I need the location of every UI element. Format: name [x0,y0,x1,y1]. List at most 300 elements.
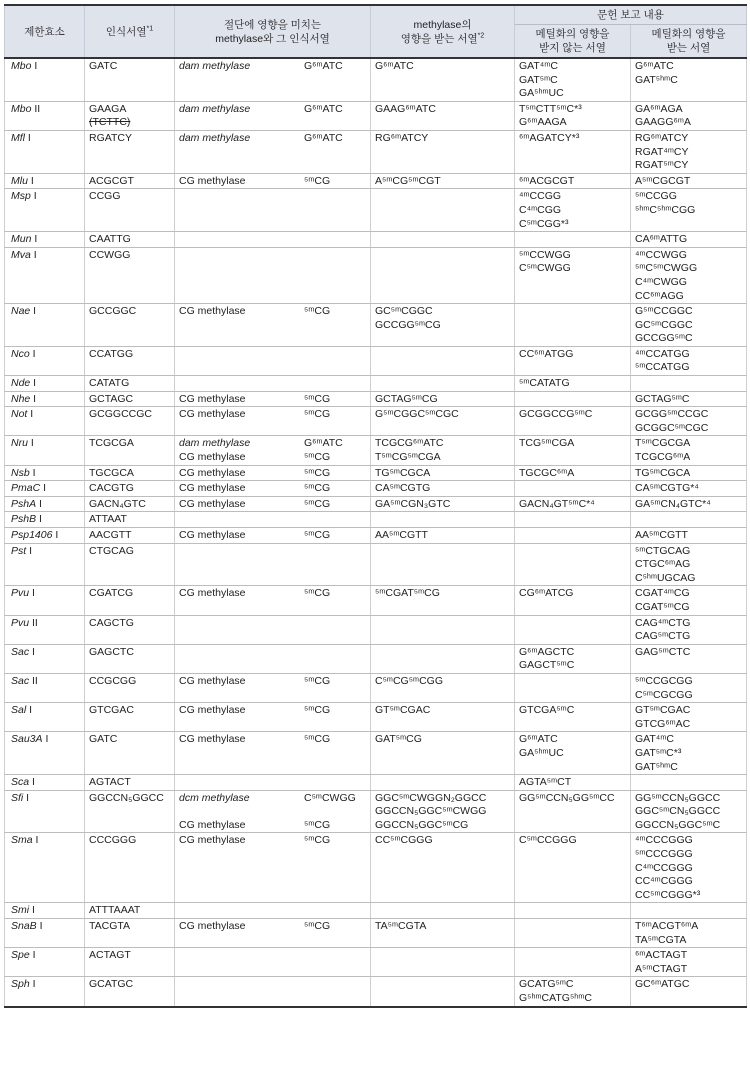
methylase-site: ⁵ᵐCG [304,920,331,933]
sequence-text: ⁴ᵐCCCGGG [635,834,693,847]
sequence-text: CAG⁴ᵐCTG [635,616,691,629]
affected-sequence [371,833,515,903]
methylase-entry [179,529,366,543]
enzyme-label: Sau3A [11,733,43,746]
enzyme-label: Nde [11,377,31,390]
not-affected-reported [515,586,631,615]
sequence-text: CTGC⁶ᵐAG [635,558,691,571]
header-literature-reports: 문헌 보고 내용 [515,5,747,25]
sequence-text: GCATGC [89,978,134,991]
affected-reported [631,481,747,497]
table-row [5,247,747,303]
enzyme-label: Pst [11,544,27,557]
sequence-text: AACGTT [89,529,132,541]
table-row [5,528,747,544]
sequence-text: GAT⁴ᵐC [519,60,558,72]
table-row [5,173,747,189]
sequence-text: T⁵ᵐCTT⁵ᵐC*³ [519,102,582,115]
enzyme-roman-numeral: II [31,102,41,115]
methylation-sensitivity-table [4,4,747,1008]
affected-sequence [371,481,515,497]
enzyme-roman-numeral: I [29,978,36,991]
recognition-site [85,903,175,919]
affected-reported [631,644,747,673]
sequence-text: CCWGG [89,248,131,261]
affected-reported [631,496,747,512]
enzyme-name [5,304,85,347]
sequence-text: CACGTG [89,482,134,495]
affected-reported [631,232,747,248]
sequence-text: GAT⁵ʰᵐC [635,73,678,86]
methylase-entry [179,834,366,848]
not-affected-reported [515,833,631,903]
enzyme-roman-numeral: I [36,920,43,933]
sequence-text: ⁶ᵐAGATCY*³ [519,131,580,144]
recognition-site [85,130,175,173]
methylase-entry [179,498,366,512]
enzyme-roman-numeral: II [29,674,38,687]
header-affected-sequence: methylase의 영향을 받는 서열$^{*2}$ [371,5,515,58]
enzyme-label: Nru [11,437,28,450]
sequence-text: GGCCN₅GGC⁵ᵐCG [375,818,469,831]
sequence-text: GAG⁵ᵐCTC [635,645,691,658]
sequence-text: GCGG⁵ᵐCCGC [635,408,709,421]
sequence-text: GTCGA⁵ᵐC [519,704,575,717]
sequence-text: TG⁵ᵐCGCA [375,466,431,479]
affected-sequence [371,496,515,512]
enzyme-name [5,732,85,775]
methylase-name: CG methylase [179,733,246,746]
sequence-text: A⁵ᵐCTAGT [635,962,688,975]
enzyme-label: Spe [11,949,30,962]
affected-reported [631,391,747,407]
enzyme-name [5,977,85,1007]
affected-sequence [371,130,515,173]
sequence-text: TCGCG⁶ᵐATC [375,437,444,450]
methylase-cell [175,189,371,232]
affected-sequence [371,436,515,465]
enzyme-name [5,376,85,392]
affected-reported [631,732,747,775]
methylase-entry [179,305,366,319]
enzyme-name [5,528,85,544]
methylase-cell [175,732,371,775]
affected-sequence [371,790,515,833]
sequence-text: GAT⁴ᵐC [635,733,674,746]
methylase-cell [175,247,371,303]
affected-sequence [371,919,515,948]
affected-reported [631,376,747,392]
affected-reported [631,528,747,544]
sequence-text: TGCGC⁶ᵐA [519,466,575,479]
sequence-text: RGAT⁵ᵐCY [635,159,689,172]
affected-reported [631,436,747,465]
recognition-site [85,732,175,775]
enzyme-label: Pvu [11,587,30,600]
recognition-site [85,775,175,791]
recognition-site [85,101,175,130]
methylase-cell [175,232,371,248]
sequence-text: GTCGAC [89,704,134,717]
methylase-entry [179,103,366,117]
affected-sequence [371,346,515,375]
enzyme-roman-numeral: I [31,60,38,72]
enzyme-label: Sph [11,978,30,991]
sequence-text: CC⁴ᵐCGGG [635,875,693,888]
enzyme-name [5,346,85,375]
table-row [5,189,747,232]
sequence-text: CAGCTG [89,616,134,629]
methylase-entry [179,482,366,496]
header-methylase: 절단에 영향을 미치는 methylase와 그 인식서열 [175,5,371,58]
sequence-text: TGCGCA [89,466,134,479]
methylase-cell [175,790,371,833]
sequence-text: G⁶ᵐAAGA [519,116,567,129]
methylase-cell [175,130,371,173]
enzyme-label: Sal [11,704,27,717]
enzyme-name [5,436,85,465]
affected-reported [631,407,747,436]
affected-reported [631,703,747,732]
methylase-name: CG methylase [179,587,246,600]
methylase-entry [179,408,366,422]
not-affected-reported [515,919,631,948]
affected-reported [631,58,747,101]
sequence-text: CC⁵ᵐCGGG [375,834,433,847]
affected-reported [631,833,747,903]
sequence-text: CC⁶ᵐATGG [519,347,574,360]
enzyme-label: SnaB [11,920,37,933]
methylase-cell [175,376,371,392]
table-row [5,391,747,407]
affected-reported [631,543,747,586]
methylase-cell [175,919,371,948]
affected-sequence [371,189,515,232]
methylase-cell [175,586,371,615]
not-affected-reported [515,130,631,173]
enzyme-name [5,673,85,702]
table-row [5,586,747,615]
affected-reported [631,101,747,130]
not-affected-reported [515,673,631,702]
enzyme-roman-numeral: I [27,408,34,421]
methylase-entry [179,819,366,833]
enzyme-name [5,703,85,732]
table-body [5,58,747,1007]
sequence-text: ⁴ᵐCCWGG [635,248,687,261]
sequence-text: T⁵ᵐCG⁵ᵐCGA [375,451,441,464]
affected-sequence [371,903,515,919]
affected-sequence [371,732,515,775]
enzyme-name [5,903,85,919]
affected-reported [631,512,747,528]
sequence-text: ⁵ᵐC⁵ᵐCWGG [635,262,698,275]
methylase-entry [179,451,366,465]
methylase-cell [175,436,371,465]
sequence-text: GCGGCCGC [89,408,152,421]
affected-sequence [371,304,515,347]
methylase-site: ⁵ᵐCG [304,529,331,541]
enzyme-roman-numeral: I [29,776,35,789]
methylase-cell [175,481,371,497]
methylase-site: G⁶ᵐATC [304,131,343,144]
methylase-entry [179,393,366,407]
sequence-text: GAGCTC [89,645,134,658]
sequence-text: ⁵ᵐCGAT⁵ᵐCG [375,587,440,600]
recognition-site [85,586,175,615]
affected-reported [631,346,747,375]
sequence-text: GCCGG⁵ᵐC [635,332,693,345]
sequence-text: CCATGG [89,347,134,360]
methylase-name: CG methylase [179,482,246,495]
not-affected-reported [515,391,631,407]
table-row [5,496,747,512]
sequence-text: GGCCN₅GGCC [89,791,164,804]
enzyme-roman-numeral: I [29,904,35,917]
sequence-text: GCATG⁵ᵐC [519,978,574,991]
affected-reported [631,130,747,173]
enzyme-name [5,58,85,101]
enzyme-roman-numeral: I [23,791,30,804]
sequence-text: TA⁵ᵐCGTA [375,920,427,933]
table-row [5,775,747,791]
affected-sequence [371,615,515,644]
not-affected-reported [515,948,631,977]
methylase-cell [175,58,371,101]
affected-sequence [371,528,515,544]
sequence-text: ATTTAAAT [89,904,141,917]
sequence-text: GA⁵ᵐCGN₃GTC [375,497,451,510]
methylase-entry [179,587,366,601]
sequence-text: RGAT⁴ᵐCY [635,145,689,158]
methylase-name: CG methylase [179,704,246,717]
sequence-text: ⁴ᵐCCATGG [635,347,690,360]
enzyme-roman-numeral: I [31,233,38,246]
recognition-site [85,703,175,732]
sequence-text: CCCGGG [89,834,137,847]
sequence-text: AA⁵ᵐCGTT [375,529,428,541]
sequence-text: GCTAG⁵ᵐCG [375,392,438,405]
methylase-cell [175,173,371,189]
not-affected-reported [515,512,631,528]
sequence-text: C⁵ᵐCGCGG [635,688,693,701]
methylase-entry [179,704,366,718]
enzyme-name [5,407,85,436]
affected-reported [631,173,747,189]
sequence-text: CAG⁵ᵐCTG [635,630,691,643]
sequence-text: GATC [89,60,118,72]
sequence-text: GCCGG⁵ᵐCG [375,318,441,331]
enzyme-roman-numeral: I [25,131,31,144]
sequence-text: ⁵ᵐCCWGG [519,248,571,261]
methylase-cell [175,346,371,375]
methylase-name: CG methylase [179,392,246,405]
not-affected-reported [515,496,631,512]
methylase-name: dam methylase [179,102,251,115]
methylase-site: G⁶ᵐATC [304,437,343,450]
sequence-text: CGAT⁴ᵐCG [635,587,690,600]
sequence-text: GGCCN₅GGC⁵ᵐC [635,818,721,831]
affected-reported [631,465,747,481]
header-affected-reported: 메틸화의 영향을 받는 서열 [631,25,747,59]
enzyme-label: Pvu [11,616,30,629]
methylase-name: dam methylase [179,437,251,450]
not-affected-reported [515,304,631,347]
enzyme-name [5,775,85,791]
enzyme-label: Mfl [11,131,25,144]
affected-sequence [371,512,515,528]
not-affected-reported [515,703,631,732]
table-row [5,543,747,586]
sequence-text: G⁵ʰᵐCATG⁵ʰᵐC [519,992,592,1004]
enzyme-roman-numeral: I [29,949,36,962]
enzyme-name [5,496,85,512]
enzyme-roman-numeral: I [29,466,36,479]
recognition-site [85,436,175,465]
sequence-text: GAT⁵ᵐC [519,73,558,86]
affected-sequence [371,586,515,615]
affected-sequence [371,247,515,303]
sequence-text: T⁶ᵐACGT⁶ᵐA [635,920,699,933]
sequence-text: (TCTTC) [89,116,131,129]
sequence-text: G⁵ᵐCGGC⁵ᵐCGC [375,408,459,421]
recognition-site [85,346,175,375]
enzyme-label: Mbo [11,60,32,72]
methylase-site: C⁵ᵐCWGG [304,791,356,804]
sequence-text: TCG⁵ᵐCGA [519,437,575,450]
footnote-marker: *2 [477,32,485,39]
methylase-site [304,805,366,819]
sequence-text: AGTACT [89,776,131,789]
affected-sequence [371,543,515,586]
recognition-site [85,644,175,673]
methylase-name: CG methylase [179,466,246,479]
sequence-text: GA⁵ᵐCN₄GTC*⁴ [635,497,711,510]
table-row [5,790,747,833]
enzyme-roman-numeral: I [29,347,36,360]
methylase-cell [175,528,371,544]
header-not-affected: 메틸화의 영향을 받지 않는 서열 [515,25,631,59]
sequence-text: CC⁵ᵐCGGG*³ [635,888,701,901]
recognition-site [85,673,175,702]
sequence-text: GC⁵ᵐCGGC [375,305,433,318]
sequence-text: GACN₄GT⁵ᵐC*⁴ [519,497,595,510]
enzyme-name [5,833,85,903]
methylase-cell [175,673,371,702]
enzyme-roman-numeral: I [30,248,37,261]
not-affected-reported [515,101,631,130]
table-row [5,948,747,977]
table-row [5,977,747,1007]
sequence-text: GA⁶ᵐAGA [635,102,683,115]
enzyme-name [5,391,85,407]
sequence-text: C⁵ʰᵐUGCAG [635,571,696,584]
recognition-site [85,304,175,347]
not-affected-reported [515,543,631,586]
methylase-name: dam methylase [179,131,251,144]
sequence-text: C⁵ᵐCG⁵ᵐCGG [375,674,443,687]
sequence-text: ⁴ᵐCCGG [519,190,562,203]
methylase-site: ⁵ᵐCG [304,408,331,421]
sequence-text: TCGCGA [89,437,134,450]
methylase-cell [175,101,371,130]
sequence-text: CGATCG [89,587,134,600]
enzyme-roman-numeral: II [29,616,38,629]
table-row [5,703,747,732]
enzyme-name [5,189,85,232]
enzyme-label: Mbo [11,102,32,115]
not-affected-reported [515,189,631,232]
affected-reported [631,673,747,702]
methylase-site: ⁵ᵐCG [304,305,331,318]
enzyme-roman-numeral: I [30,305,37,318]
table-row [5,512,747,528]
methylase-cell [175,615,371,644]
header-enzyme: 제한효소 [5,5,85,58]
sequence-text: C⁴ᵐCGG [519,203,562,216]
sequence-text: RG⁶ᵐATCY [375,131,429,144]
methylase-entry [179,60,366,74]
recognition-site [85,528,175,544]
affected-reported [631,586,747,615]
affected-sequence [371,948,515,977]
methylase-site: G⁶ᵐATC [304,60,343,72]
enzyme-label: Sfi [11,791,24,804]
enzyme-name [5,615,85,644]
enzyme-roman-numeral: I [40,482,47,495]
sequence-text: ⁵ᵐCATATG [519,377,570,390]
affected-sequence [371,977,515,1007]
methylase-site: ⁵ᵐCG [304,733,331,746]
sequence-text: GAGCT⁵ᵐC [519,659,575,672]
enzyme-roman-numeral: I [30,190,37,203]
methylase-cell [175,833,371,903]
affected-reported [631,304,747,347]
methylase-site: ⁵ᵐCG [304,174,331,187]
methylase-entry [179,920,366,934]
methylase-cell [175,775,371,791]
affected-reported [631,775,747,791]
sequence-text: ⁵ᵐCCATGG [635,361,690,374]
sequence-text: GATC [89,733,118,746]
sequence-text: GCGGC⁵ᵐCGC [635,421,709,434]
sequence-text: ⁶ᵐACGCGT [519,174,575,187]
table-row [5,436,747,465]
enzyme-name [5,173,85,189]
sequence-text: ATTAAT [89,513,127,526]
table-row [5,232,747,248]
sequence-text: ACTAGT [89,949,131,962]
affected-sequence [371,775,515,791]
enzyme-label: PshA [11,497,37,510]
enzyme-name [5,790,85,833]
methylase-name: CG methylase [179,497,246,510]
methylase-name: CG methylase [179,920,246,933]
sequence-text: GAAGG⁶ᵐA [635,116,691,129]
methylase-site: ⁵ᵐCG [304,482,331,495]
sequence-text: GAT⁵ᵐCG [375,733,422,746]
not-affected-reported [515,528,631,544]
not-affected-reported [515,436,631,465]
table-row [5,304,747,347]
table-row [5,481,747,497]
sequence-text: CTGCAG [89,544,134,557]
recognition-site [85,189,175,232]
not-affected-reported [515,903,631,919]
affected-sequence [371,376,515,392]
enzyme-label: Sac [11,674,30,687]
methylase-entry [179,175,366,189]
